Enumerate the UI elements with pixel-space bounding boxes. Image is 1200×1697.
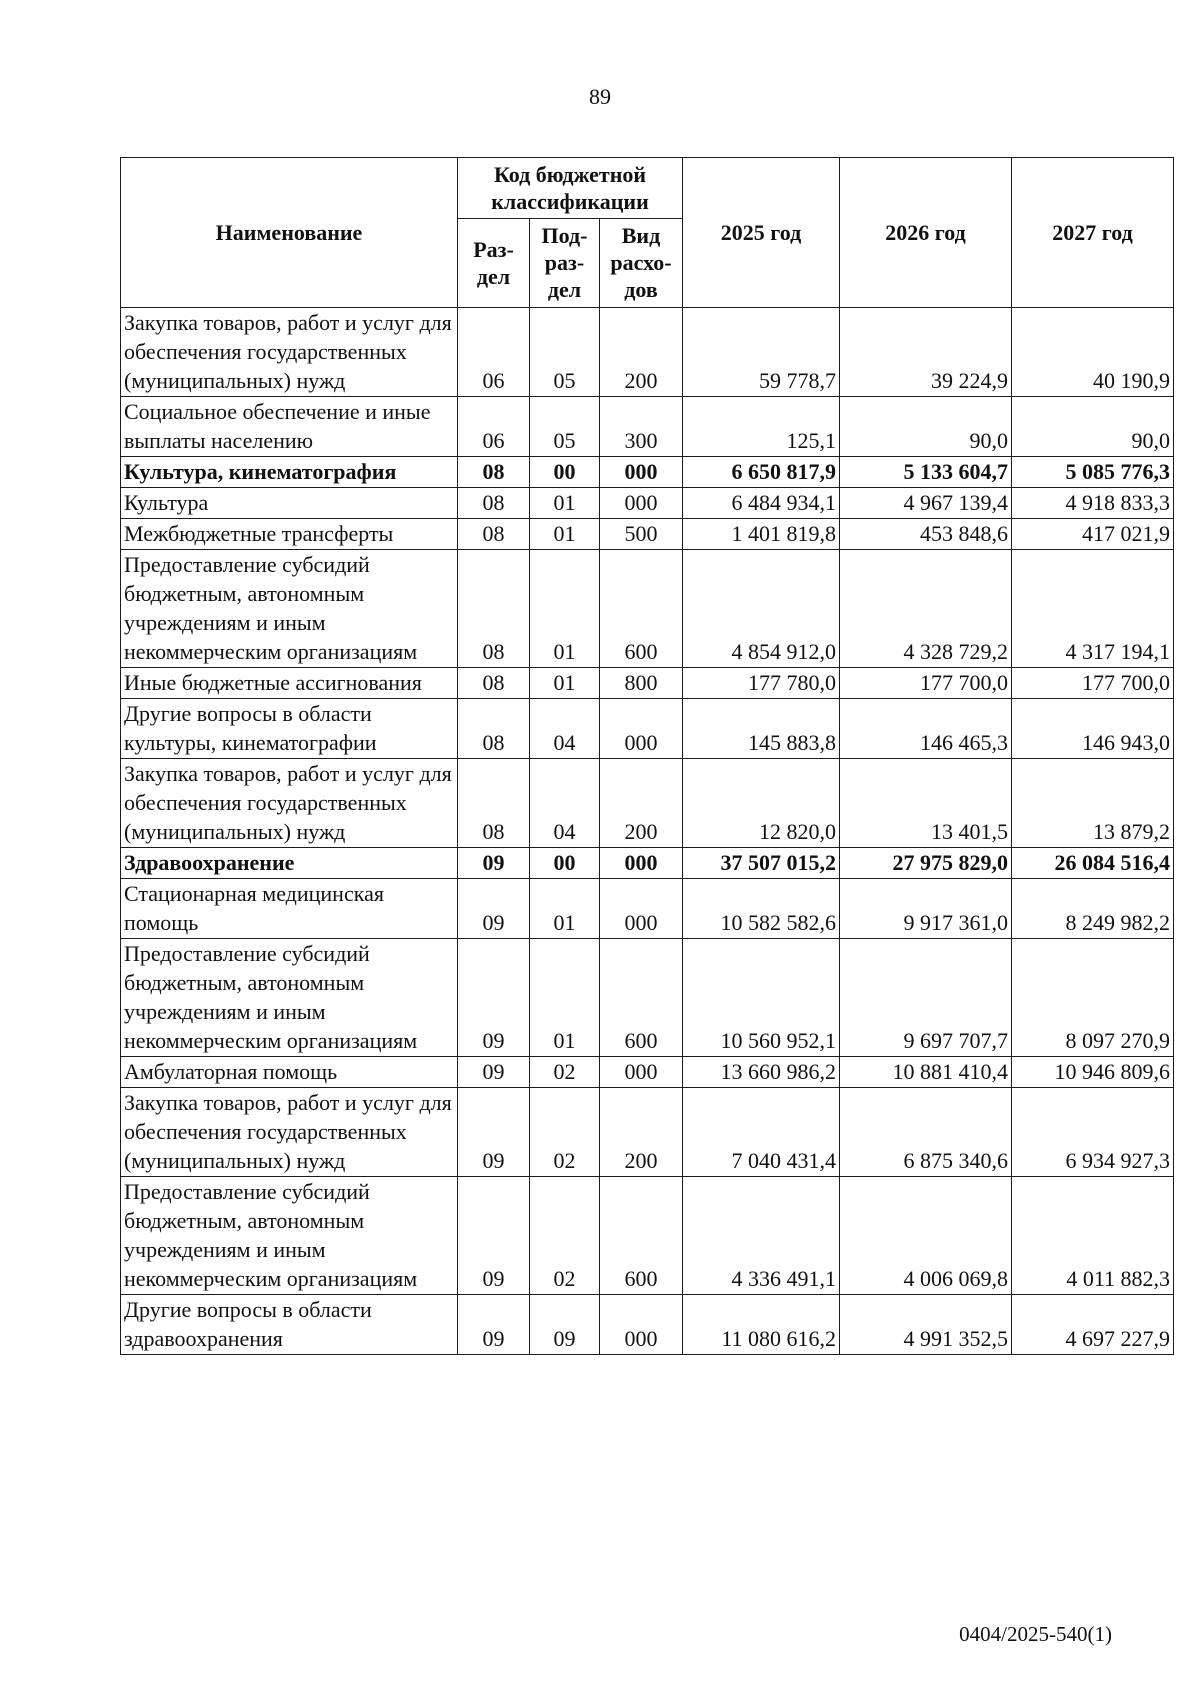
row-name: Культура (121, 488, 458, 519)
row-value-2027: 8 249 982,2 (1012, 879, 1174, 939)
row-value-2025: 37 507 015,2 (683, 848, 840, 879)
table-row (121, 519, 1174, 550)
row-value-2027: 8 097 270,9 (1012, 939, 1174, 1057)
table-row (121, 488, 1174, 519)
row-value-2025: 10 560 952,1 (683, 939, 840, 1057)
table-row (121, 1088, 1174, 1177)
row-name: Другие вопросы в области культуры, кинематографии (121, 699, 458, 759)
row-expense-type: 000 (600, 457, 683, 488)
page-number: 89 (589, 84, 611, 109)
row-value-2025: 7 040 431,4 (683, 1088, 840, 1177)
table-row (121, 1057, 1174, 1088)
row-value-2026: 4 328 729,2 (840, 550, 1012, 668)
row-name: Иные бюджетные ассигнования (121, 668, 458, 699)
row-value-2026: 39 224,9 (840, 308, 1012, 397)
row-value-2026: 4 991 352,5 (840, 1295, 1012, 1355)
row-section: 08 (458, 699, 530, 759)
row-expense-type: 800 (600, 668, 683, 699)
document-code: 0404/2025-540(1) (959, 1622, 1112, 1646)
row-subsection: 04 (530, 759, 600, 848)
budget-table (120, 157, 1174, 1355)
row-name: Культура, кинематография (121, 457, 458, 488)
table-body (121, 308, 1174, 1355)
table-row (121, 457, 1174, 488)
row-section: 08 (458, 457, 530, 488)
row-value-2025: 6 484 934,1 (683, 488, 840, 519)
row-value-2026: 146 465,3 (840, 699, 1012, 759)
row-value-2026: 9 917 361,0 (840, 879, 1012, 939)
row-value-2027: 5 085 776,3 (1012, 457, 1174, 488)
row-value-2025: 12 820,0 (683, 759, 840, 848)
row-subsection: 01 (530, 939, 600, 1057)
row-section: 09 (458, 848, 530, 879)
row-section: 09 (458, 1088, 530, 1177)
row-section: 09 (458, 1295, 530, 1355)
row-value-2026: 4 006 069,8 (840, 1177, 1012, 1295)
row-name: Предоставление субсидий бюджетным, автономным учреждениям и иным некоммерческим организациям (121, 1177, 458, 1295)
row-value-2025: 13 660 986,2 (683, 1057, 840, 1088)
row-section: 08 (458, 488, 530, 519)
row-value-2027: 4 697 227,9 (1012, 1295, 1174, 1355)
row-subsection: 05 (530, 397, 600, 457)
row-subsection: 05 (530, 308, 600, 397)
row-name: Предоставление субсидий бюджетным, автономным учреждениям и иным некоммерческим организациям (121, 550, 458, 668)
row-value-2026: 5 133 604,7 (840, 457, 1012, 488)
row-value-2025: 177 780,0 (683, 668, 840, 699)
row-value-2027: 40 190,9 (1012, 308, 1174, 397)
row-subsection: 02 (530, 1088, 600, 1177)
row-value-2025: 125,1 (683, 397, 840, 457)
row-value-2025: 4 854 912,0 (683, 550, 840, 668)
row-value-2026: 4 967 139,4 (840, 488, 1012, 519)
row-name: Социальное обеспечение и иные выплаты населению (121, 397, 458, 457)
table-row (121, 1177, 1174, 1295)
row-subsection: 00 (530, 848, 600, 879)
row-subsection: 01 (530, 519, 600, 550)
row-expense-type: 000 (600, 848, 683, 879)
row-name: Предоставление субсидий бюджетным, автономным учреждениям и иным некоммерческим организациям (121, 939, 458, 1057)
header-expense-type: Вид расхо-дов (600, 219, 683, 308)
row-value-2027: 6 934 927,3 (1012, 1088, 1174, 1177)
row-subsection: 01 (530, 668, 600, 699)
row-section: 09 (458, 1057, 530, 1088)
row-value-2027: 417 021,9 (1012, 519, 1174, 550)
row-expense-type: 200 (600, 1088, 683, 1177)
row-expense-type: 600 (600, 939, 683, 1057)
row-expense-type: 000 (600, 1295, 683, 1355)
row-subsection: 01 (530, 879, 600, 939)
row-subsection: 00 (530, 457, 600, 488)
row-subsection: 09 (530, 1295, 600, 1355)
row-value-2025: 11 080 616,2 (683, 1295, 840, 1355)
row-value-2027: 26 084 516,4 (1012, 848, 1174, 879)
row-name: Стационарная медицинская помощь (121, 879, 458, 939)
row-value-2026: 10 881 410,4 (840, 1057, 1012, 1088)
row-value-2027: 4 011 882,3 (1012, 1177, 1174, 1295)
table-row (121, 879, 1174, 939)
row-subsection: 01 (530, 550, 600, 668)
table-row (121, 699, 1174, 759)
row-name: Здравоохранение (121, 848, 458, 879)
table-row (121, 550, 1174, 668)
row-value-2025: 4 336 491,1 (683, 1177, 840, 1295)
row-expense-type: 600 (600, 1177, 683, 1295)
row-value-2027: 10 946 809,6 (1012, 1057, 1174, 1088)
row-expense-type: 600 (600, 550, 683, 668)
row-value-2027: 4 918 833,3 (1012, 488, 1174, 519)
row-value-2027: 146 943,0 (1012, 699, 1174, 759)
header-subsection: Под-раз-дел (530, 219, 600, 308)
row-section: 08 (458, 519, 530, 550)
row-subsection: 01 (530, 488, 600, 519)
row-value-2026: 453 848,6 (840, 519, 1012, 550)
row-expense-type: 000 (600, 699, 683, 759)
table-row (121, 1295, 1174, 1355)
row-value-2025: 145 883,8 (683, 699, 840, 759)
row-value-2027: 13 879,2 (1012, 759, 1174, 848)
row-value-2026: 6 875 340,6 (840, 1088, 1012, 1177)
table-row (121, 397, 1174, 457)
row-name: Закупка товаров, работ и услуг для обеспечения государственных (муниципальных) нужд (121, 759, 458, 848)
row-value-2026: 13 401,5 (840, 759, 1012, 848)
row-value-2025: 1 401 819,8 (683, 519, 840, 550)
table-row (121, 759, 1174, 848)
row-expense-type: 200 (600, 759, 683, 848)
header-section: Раз-дел (458, 219, 530, 308)
row-section: 08 (458, 759, 530, 848)
row-value-2025: 59 778,7 (683, 308, 840, 397)
row-subsection: 02 (530, 1057, 600, 1088)
row-name: Закупка товаров, работ и услуг для обеспечения государственных (муниципальных) нужд (121, 1088, 458, 1177)
table-row (121, 939, 1174, 1057)
row-value-2026: 177 700,0 (840, 668, 1012, 699)
table-row (121, 668, 1174, 699)
header-name: Наименование (121, 158, 458, 308)
row-value-2026: 90,0 (840, 397, 1012, 457)
row-value-2026: 27 975 829,0 (840, 848, 1012, 879)
row-value-2027: 177 700,0 (1012, 668, 1174, 699)
row-value-2027: 90,0 (1012, 397, 1174, 457)
row-section: 09 (458, 1177, 530, 1295)
row-value-2026: 9 697 707,7 (840, 939, 1012, 1057)
row-section: 06 (458, 308, 530, 397)
row-name: Межбюджетные трансферты (121, 519, 458, 550)
row-section: 08 (458, 550, 530, 668)
header-2025: 2025 год (683, 158, 840, 308)
row-section: 06 (458, 397, 530, 457)
table-row (121, 308, 1174, 397)
header-2026: 2026 год (840, 158, 1012, 308)
row-value-2025: 6 650 817,9 (683, 457, 840, 488)
row-subsection: 02 (530, 1177, 600, 1295)
row-section: 09 (458, 939, 530, 1057)
row-name: Закупка товаров, работ и услуг для обеспечения государственных (муниципальных) нужд (121, 308, 458, 397)
row-expense-type: 500 (600, 519, 683, 550)
row-subsection: 04 (530, 699, 600, 759)
row-value-2027: 4 317 194,1 (1012, 550, 1174, 668)
row-name: Амбулаторная помощь (121, 1057, 458, 1088)
row-expense-type: 000 (600, 488, 683, 519)
row-expense-type: 000 (600, 1057, 683, 1088)
row-expense-type: 300 (600, 397, 683, 457)
header-code-group: Код бюджетной классификации (458, 158, 683, 219)
row-expense-type: 200 (600, 308, 683, 397)
table-row (121, 848, 1174, 879)
header-2027: 2027 год (1012, 158, 1174, 308)
row-name: Другие вопросы в области здравоохранения (121, 1295, 458, 1355)
row-section: 09 (458, 879, 530, 939)
row-section: 08 (458, 668, 530, 699)
row-value-2025: 10 582 582,6 (683, 879, 840, 939)
row-expense-type: 000 (600, 879, 683, 939)
table-header (121, 158, 1174, 308)
